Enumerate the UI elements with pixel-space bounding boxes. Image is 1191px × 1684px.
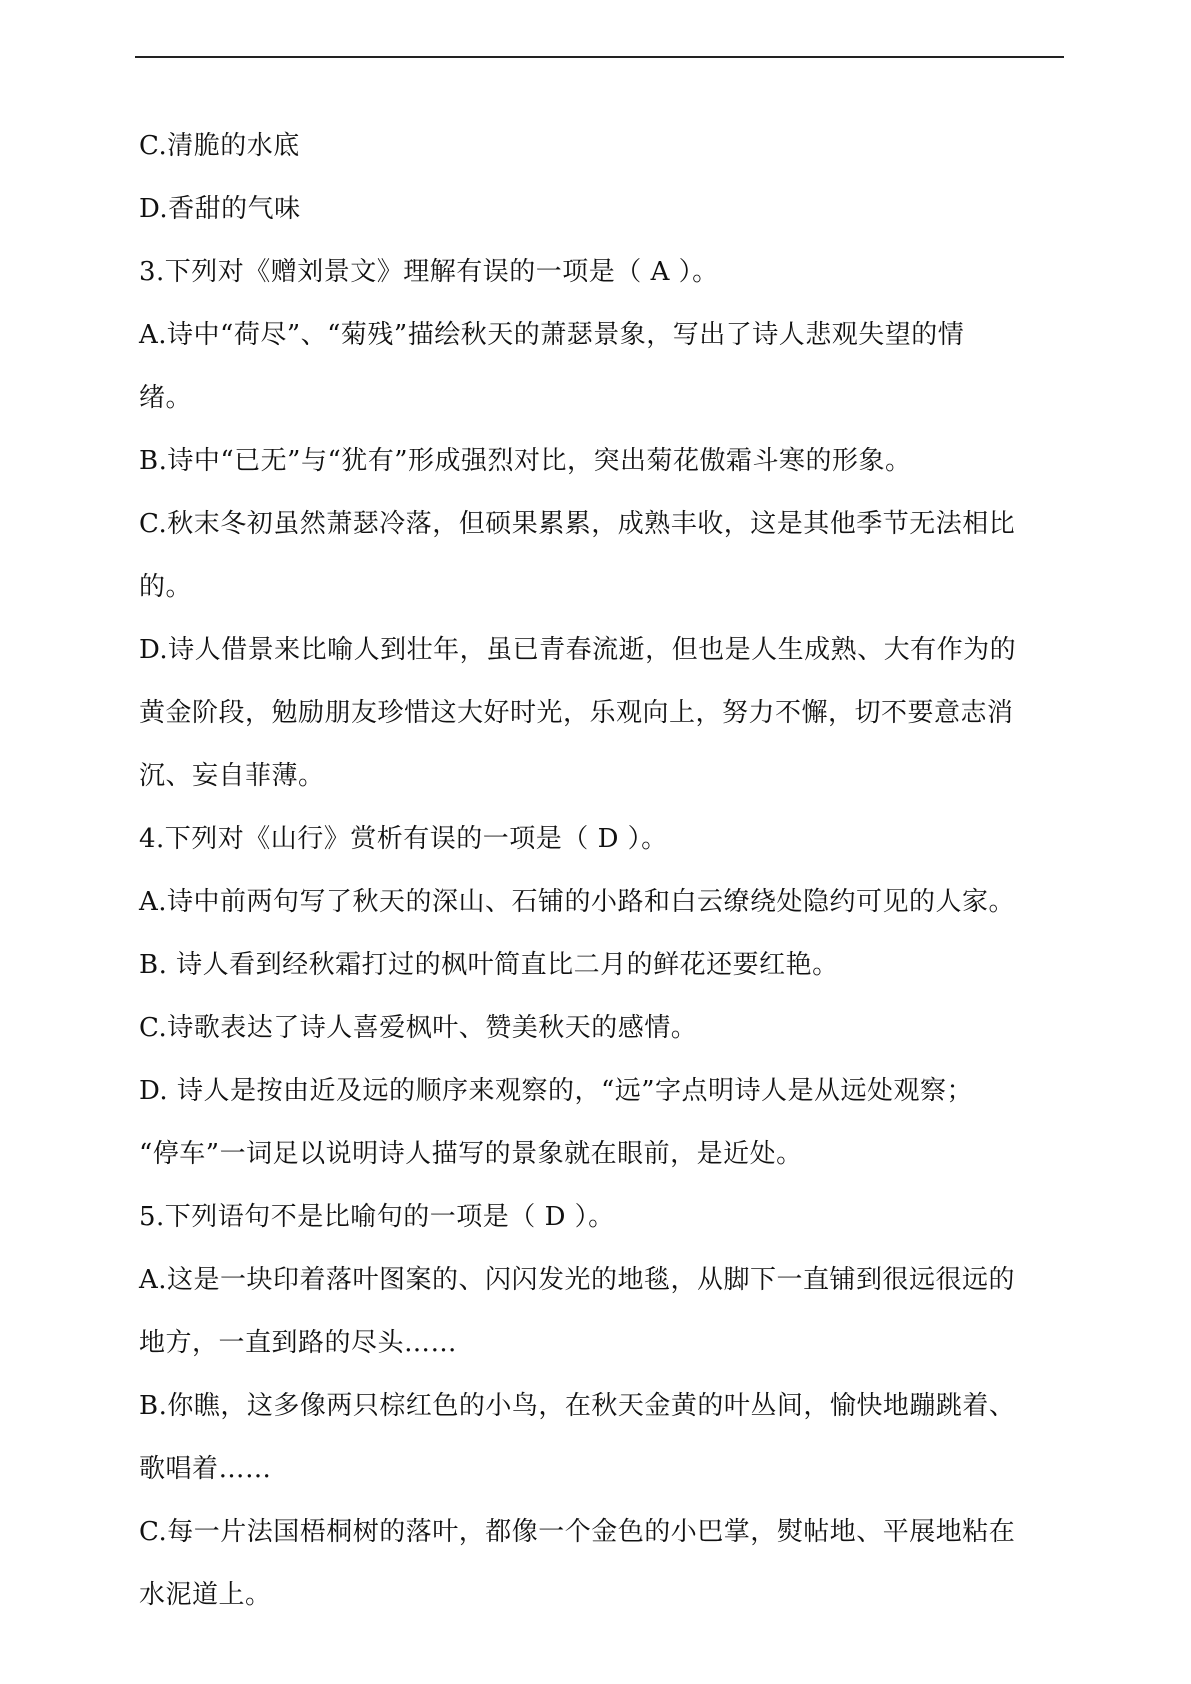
q3-option-a-line2: 绪。 <box>139 383 193 413</box>
q5-option-a-line1: A.这是一块印着落叶图案的、闪闪发光的地毯，从脚下一直铺到很远很远的 <box>139 1265 1016 1295</box>
q4-option-c: C.诗歌表达了诗人喜爱枫叶、赞美秋天的感情。 <box>139 1013 698 1043</box>
q4-option-a: A.诗中前两句写了秋天的深山、石铺的小路和白云缭绕处隐约可见的人家。 <box>139 887 1016 917</box>
q3-option-a-line1: A.诗中“荷尽”、“菊残”描绘秋天的萧瑟景象，写出了诗人悲观失望的情 <box>139 320 965 350</box>
q4-option-b: B. 诗人看到经秋霜打过的枫叶简直比二月的鲜花还要红艳。 <box>139 950 839 980</box>
q4-option-d-line1: D. 诗人是按由近及远的顺序来观察的，“远”字点明诗人是从远处观察； <box>139 1076 974 1106</box>
q4-option-d-line2: “停车”一词足以说明诗人描写的景象就在眼前，是近处。 <box>139 1139 803 1169</box>
document-body <box>139 115 1064 1627</box>
q3-option-c-line2: 的。 <box>139 572 193 602</box>
q3-option-c-line1: C.秋末冬初虽然萧瑟冷落，但硕果累累，成熟丰收，这是其他季节无法相比 <box>139 509 1016 539</box>
q5-option-c-line1: C.每一片法国梧桐树的落叶，都像一个金色的小巴掌，熨帖地、平展地粘在 <box>139 1517 1016 1547</box>
q3-option-d-line3: 沉、妄自菲薄。 <box>139 761 325 791</box>
q5-option-b-line2: 歌唱着…… <box>139 1454 272 1484</box>
option-d-line: D.香甜的气味 <box>139 194 301 224</box>
question-4: 4.下列对《山行》赏析有误的一项是（ D ）。 <box>139 824 668 854</box>
q5-option-b-line1: B.你瞧，这多像两只棕红色的小鸟，在秋天金黄的叶丛间，愉快地蹦跳着、 <box>139 1391 1016 1421</box>
q3-option-d-line1: D.诗人借景来比喻人到壮年，虽已青春流逝，但也是人生成熟、大有作为的 <box>139 635 1017 665</box>
question-3: 3.下列对《赠刘景文》理解有误的一项是（ A ）。 <box>139 257 719 287</box>
option-c-line: C.清脆的水底 <box>139 131 300 161</box>
q3-option-d-line2: 黄金阶段，勉励朋友珍惜这大好时光，乐观向上，努力不懈，切不要意志消 <box>139 698 1014 728</box>
question-5: 5.下列语句不是比喻句的一项是（ D ）。 <box>139 1202 615 1232</box>
q5-option-a-line2: 地方，一直到路的尽头…… <box>139 1328 458 1358</box>
q5-option-c-line2: 水泥道上。 <box>139 1580 272 1610</box>
q3-option-b: B.诗中“已无”与“犹有”形成强烈对比，突出菊花傲霜斗寒的形象。 <box>139 446 912 476</box>
header-rule <box>135 56 1064 58</box>
